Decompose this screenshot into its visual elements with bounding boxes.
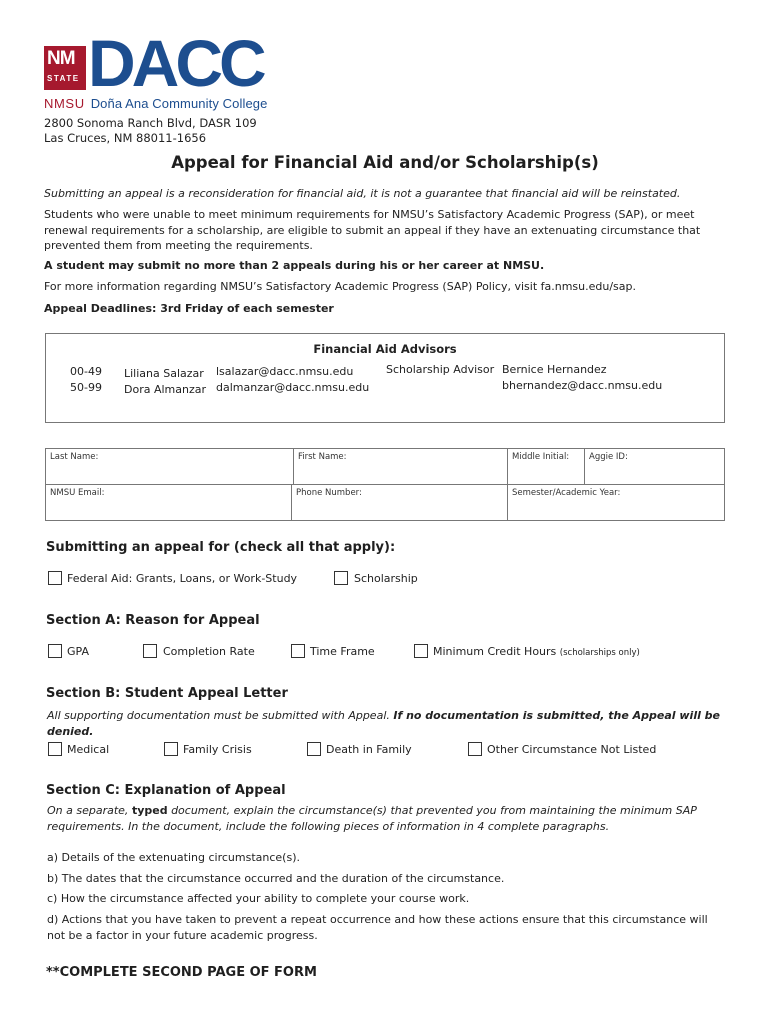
scholarship-advisor-email: bhernandez@dacc.nmsu.edu bbox=[502, 379, 663, 392]
instr-post: document, explain the circumstance(s) that prevented you from maintaining the minimum SAP requirements. In the document, include the following pieces of information in 4 complete paragraphs. bbox=[47, 804, 697, 833]
scholarship-advisor-name: Bernice Hernandez bbox=[502, 363, 607, 376]
other-circumstance-label: Other Circumstance Not Listed bbox=[487, 743, 657, 756]
death-in-family-checkbox[interactable] bbox=[307, 742, 321, 756]
intro-eligibility: Students who were unable to meet minimum requirements for NMSU’s Satisfactory Academic Progress (SAP), or meet renewal requirements for a scholarship, are eligible to submit an appeal if they have an extenuating circumstance that prevented them from meeting the requirements. bbox=[44, 208, 701, 252]
footer-note: **COMPLETE SECOND PAGE OF FORM bbox=[46, 965, 317, 980]
federal-aid-checkbox[interactable] bbox=[48, 571, 62, 585]
section-c-instructions bbox=[47, 803, 727, 834]
logo-nm-text: NM bbox=[47, 48, 75, 69]
section-c-heading: Section C: Explanation of Appeal bbox=[46, 783, 286, 798]
advisor-emails bbox=[216, 364, 369, 396]
nmsu-email-label: NMSU Email: bbox=[50, 488, 105, 498]
advisor-email: lsalazar@dacc.nmsu.edu bbox=[216, 365, 354, 378]
appeal-for-heading: Submitting an appeal for (check all that apply): bbox=[46, 540, 396, 555]
time-frame-label: Time Frame bbox=[310, 645, 375, 658]
logo-college: Doña Ana Community College bbox=[90, 96, 268, 111]
medical-label: Medical bbox=[67, 743, 110, 756]
min-credit-hours-text: Minimum Credit Hours bbox=[433, 645, 557, 658]
federal-aid-label: Federal Aid: Grants, Loans, or Work-Study bbox=[67, 572, 298, 585]
semester-label: Semester/Academic Year: bbox=[512, 488, 621, 498]
last-name-label: Last Name: bbox=[50, 452, 99, 462]
completion-rate-checkbox[interactable] bbox=[143, 644, 157, 658]
completion-rate-label: Completion Rate bbox=[163, 645, 255, 658]
advisor-ranges bbox=[70, 364, 102, 396]
documentation-note: All supporting documentation must be submitted with Appeal. bbox=[47, 709, 390, 722]
list-item: d) Actions that you have taken to prevent a repeat occurrence and how these actions ensure that this circumstance will not be a factor in your future academic progress. bbox=[47, 913, 708, 942]
intro-disclaimer: Submitting an appeal is a reconsideration for financial aid, it is not a guarantee that financial aid will be reinstated. bbox=[44, 187, 681, 200]
advisor-range: 00-49 bbox=[70, 365, 102, 378]
middle-initial-field[interactable] bbox=[508, 449, 585, 484]
documentation-warning: If no documentation is submitted, the Appeal will be denied. bbox=[47, 709, 721, 738]
section-a-heading: Section A: Reason for Appeal bbox=[46, 613, 260, 628]
scholarship-advisor-label: Scholarship Advisor bbox=[386, 363, 495, 376]
first-name-field[interactable] bbox=[294, 449, 508, 484]
address-line-1: 2800 Sonoma Ranch Blvd, DASR 109 bbox=[44, 116, 257, 130]
advisor-names bbox=[124, 366, 206, 398]
intro-deadlines: Appeal Deadlines: 3rd Friday of each semester bbox=[44, 302, 334, 315]
scholarship-advisor bbox=[502, 362, 662, 394]
death-in-family-label: Death in Family bbox=[326, 743, 412, 756]
scholarship-label: Scholarship bbox=[354, 572, 418, 585]
page-title: Appeal for Financial Aid and/or Scholarship(s) bbox=[171, 153, 599, 172]
family-crisis-label: Family Crisis bbox=[183, 743, 252, 756]
min-credit-hours-label bbox=[433, 645, 640, 658]
aggie-id-field[interactable] bbox=[585, 449, 724, 484]
logo-state-text: STATE bbox=[47, 74, 80, 83]
advisors-box bbox=[45, 333, 725, 423]
min-credit-hours-checkbox[interactable] bbox=[414, 644, 428, 658]
other-circumstance-checkbox[interactable] bbox=[468, 742, 482, 756]
last-name-field[interactable] bbox=[46, 449, 294, 484]
scholarship-checkbox[interactable] bbox=[334, 571, 348, 585]
nm-state-logo bbox=[44, 46, 86, 90]
phone-label: Phone Number: bbox=[296, 488, 362, 498]
middle-initial-label: Middle Initial: bbox=[512, 452, 570, 462]
advisor-name: Liliana Salazar bbox=[124, 367, 204, 380]
nmsu-email-field[interactable] bbox=[46, 485, 292, 520]
time-frame-checkbox[interactable] bbox=[291, 644, 305, 658]
gpa-label: GPA bbox=[67, 645, 89, 658]
family-crisis-checkbox[interactable] bbox=[164, 742, 178, 756]
scholarships-only-note: (scholarships only) bbox=[559, 648, 640, 658]
instr-pre: On a separate, bbox=[47, 804, 132, 817]
intro-more-info: For more information regarding NMSU’s Satisfactory Academic Progress (SAP) Policy, visit fa.nmsu.edu/sap. bbox=[44, 280, 637, 293]
section-b-note bbox=[47, 708, 737, 739]
instr-typed: typed bbox=[131, 804, 168, 817]
list-item: c) How the circumstance affected your ability to complete your course work. bbox=[47, 892, 470, 905]
medical-checkbox[interactable] bbox=[48, 742, 62, 756]
logo-nmsu: NMSU bbox=[44, 96, 85, 111]
section-b-heading: Section B: Student Appeal Letter bbox=[46, 686, 288, 701]
advisor-name: Dora Almanzar bbox=[124, 383, 207, 396]
aggie-id-label: Aggie ID: bbox=[589, 452, 628, 462]
gpa-checkbox[interactable] bbox=[48, 644, 62, 658]
address-line-2: Las Cruces, NM 88011-1656 bbox=[44, 131, 207, 145]
semester-field[interactable] bbox=[508, 485, 724, 520]
list-item: b) The dates that the circumstance occurred and the duration of the circumstance. bbox=[47, 872, 505, 885]
advisor-range: 50-99 bbox=[70, 381, 102, 394]
first-name-label: First Name: bbox=[298, 452, 347, 462]
advisor-email: dalmanzar@dacc.nmsu.edu bbox=[216, 381, 370, 394]
logo-subtitle bbox=[44, 96, 267, 111]
advisors-heading: Financial Aid Advisors bbox=[313, 342, 457, 356]
phone-field[interactable] bbox=[292, 485, 508, 520]
student-info-grid bbox=[45, 448, 725, 521]
dacc-logo: DACC bbox=[88, 26, 263, 100]
list-item: a) Details of the extenuating circumstance(s). bbox=[47, 851, 300, 864]
intro-limit: A student may submit no more than 2 appeals during his or her career at NMSU. bbox=[44, 259, 545, 272]
